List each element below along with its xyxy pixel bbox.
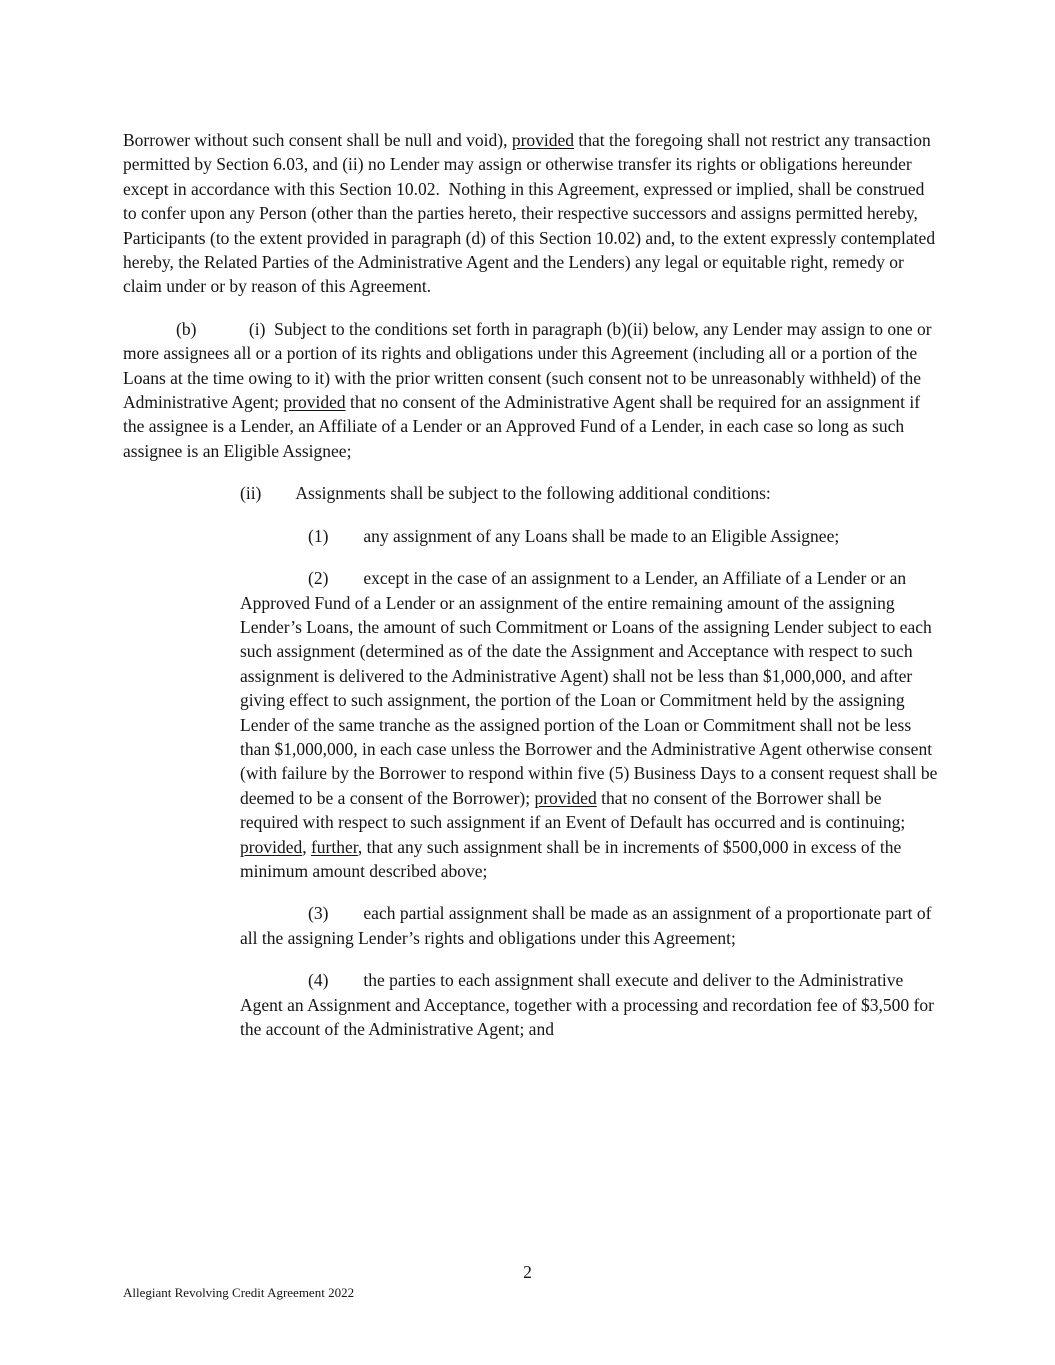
underlined-term: provided	[240, 836, 303, 857]
text-run: that the foregoing shall not restrict any transaction permitted by Section 6.03, and (ii) no Lender may assign or otherwise transfer its rights or obligations hereunder except in accordance with this Section 10.02. Nothing in this Agreement, expressed or implied, shall be construed to confer upon any Person (other than the parties hereto, their respective successors and assigns permitted hereby, Participants (to the extent provided in paragraph (d) of this Section 10.02) and, to the extent expressly contemplated hereby, the Related Parties of the Administrative Agent and the Lenders) any legal or equitable right, remedy or claim under or by reason of this Agreement.	[123, 130, 940, 297]
underlined-term: provided	[283, 392, 346, 413]
paragraph-b-i	[123, 317, 938, 463]
text-run: that no consent of the Administrative Agent shall be required for an assignment if the assignee is a Lender, an Affiliate of a Lender or an Approved Fund of a Lender, in each case so long as such assignee is an Eligible Assignee;	[123, 392, 925, 461]
text-run: (ii) Assignments shall be subject to the following additional conditions:	[240, 483, 771, 504]
paragraph-b-ii-3	[240, 901, 938, 950]
paragraph-intro	[123, 128, 938, 299]
underlined-term: provided	[534, 787, 597, 808]
text-run: (4) the parties to each assignment shall execute and deliver to the Administrative Agent an Assignment and Acceptance, together with a processing and recordation fee of $3,500 for the account of the Administrative Agent; and	[240, 970, 939, 1039]
text-run: (3) each partial assignment shall be made as an assignment of a proportionate part of all the assigning Lender’s rights and obligations under this Agreement;	[240, 903, 936, 948]
footer-text: Allegiant Revolving Credit Agreement 2022	[123, 1285, 355, 1300]
text-run: , that any such assignment shall be in increments of $500,000 in excess of the minimum amount described above;	[240, 836, 906, 881]
paragraph-b-ii-1	[240, 524, 890, 548]
underlined-term: provided	[511, 130, 575, 150]
text-run: Borrower without such consent shall be null and void),	[123, 130, 512, 150]
paragraph-b-ii-2	[240, 566, 942, 883]
text-run: that no consent of the Borrower shall be required with respect to such assignment if an Event of Default has occurred and is continuing;	[240, 787, 910, 833]
page-number: 2	[523, 1262, 532, 1282]
document-body	[123, 128, 942, 1059]
text-run: ,	[302, 836, 311, 857]
text-run: (2) except in the case of an assignment to a Lender, an Affiliate of a Lender or an Approved Fund of a Lender or an assignment of the entire remaining amount of the assigning Lender’s Loans, the amount of such Commitment or Loans of the assigning Lender subject to each such assignment (determined as of the date the Assignment and Acceptance with respect to such assignment is delivered to the Administrative Agent) shall not be less than $1,000,000, and after giving effect to such assignment, the portion of the Loan or Commitment held by the assigning Lender of the same tranche as the assigned portion of the Loan or Commitment shall not be less than $1,000,000, in each case unless the Borrower and the Administrative Agent otherwise consent (with failure by the Borrower to respond within five (5) Business Days to a consent request shall be deemed to be a consent of the Borrower);	[240, 568, 942, 808]
underlined-term: further	[310, 836, 358, 857]
text-run: (b) (i) Subject to the conditions set forth in paragraph (b)(ii) below, any Lender may assign to one or more assignees all or a portion of its rights and obligations under this Agreement (including all or a portion of the Loans at the time owing to it) with the prior written consent (such consent not to be unreasonably withheld) of the Administrative Agent;	[123, 318, 936, 413]
text-run: (1) any assignment of any Loans shall be made to an Eligible Assignee;	[308, 525, 840, 546]
paragraph-b-ii	[240, 481, 938, 505]
paragraph-b-ii-4	[240, 968, 938, 1041]
